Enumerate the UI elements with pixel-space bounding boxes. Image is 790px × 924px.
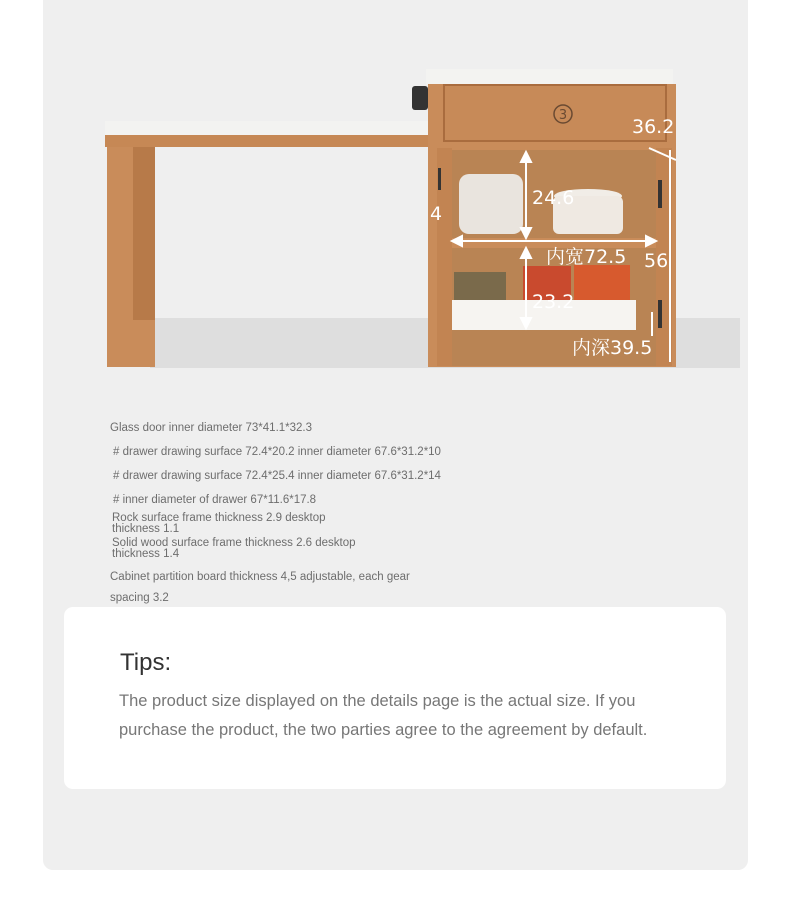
desk-top-frame xyxy=(105,135,431,147)
rice-cooker xyxy=(459,174,523,234)
desk-leg-front xyxy=(107,147,133,367)
dim-left-short: 4 xyxy=(430,203,443,225)
snack-box-3 xyxy=(574,265,630,305)
dim-side-height: 56 xyxy=(644,250,669,272)
dim-top-right: 36.2 xyxy=(632,116,675,138)
tips-body: The product size displayed on the details page is the actual size. If you purchase the product, the two parties agree to the agreement by default. xyxy=(119,692,648,739)
drawer-badge: 3 xyxy=(558,108,568,123)
dim-upper-shelf: 24.6 xyxy=(532,187,575,209)
cabinet-top-stone xyxy=(426,69,673,85)
side-handle xyxy=(412,86,428,110)
tips-card xyxy=(64,607,726,789)
spec-line: Cabinet partition board thickness 4,5 adjustable, each gear spacing 3.2 xyxy=(110,571,410,604)
desk-top-stone xyxy=(105,121,431,137)
spec-line: Solid wood surface frame thickness 2.6 desktop thickness 1.4 xyxy=(112,537,356,560)
tips-title: Tips: xyxy=(120,649,172,676)
hinge-right-top xyxy=(658,180,662,208)
dim-inner-depth: 内深39.5 xyxy=(572,337,653,359)
hinge-right-bottom xyxy=(658,300,662,328)
spec-line: # drawer drawing surface 72.4*20.2 inner diameter 67.6*31.2*10 xyxy=(113,446,441,458)
product-illustration xyxy=(0,0,790,400)
spec-line: Glass door inner diameter 73*41.1*32.3 xyxy=(110,422,313,434)
spec-line: # inner diameter of drawer 67*11.6*17.8 xyxy=(113,494,317,506)
cabinet xyxy=(412,69,676,367)
spec-line: Rock surface frame thickness 2.9 desktop thickness 1.1 xyxy=(112,512,326,535)
hinge-left xyxy=(438,168,441,190)
desk-leg-foot xyxy=(133,320,155,367)
dim-lower-shelf: 23.2 xyxy=(532,291,575,313)
dim-inner-width: 内宽72.5 xyxy=(546,246,627,268)
snack-box-1 xyxy=(454,272,506,304)
desk-leg-inner xyxy=(133,147,155,337)
spec-line: # drawer drawing surface 72.4*25.4 inner diameter 67.6*31.2*14 xyxy=(113,470,441,482)
